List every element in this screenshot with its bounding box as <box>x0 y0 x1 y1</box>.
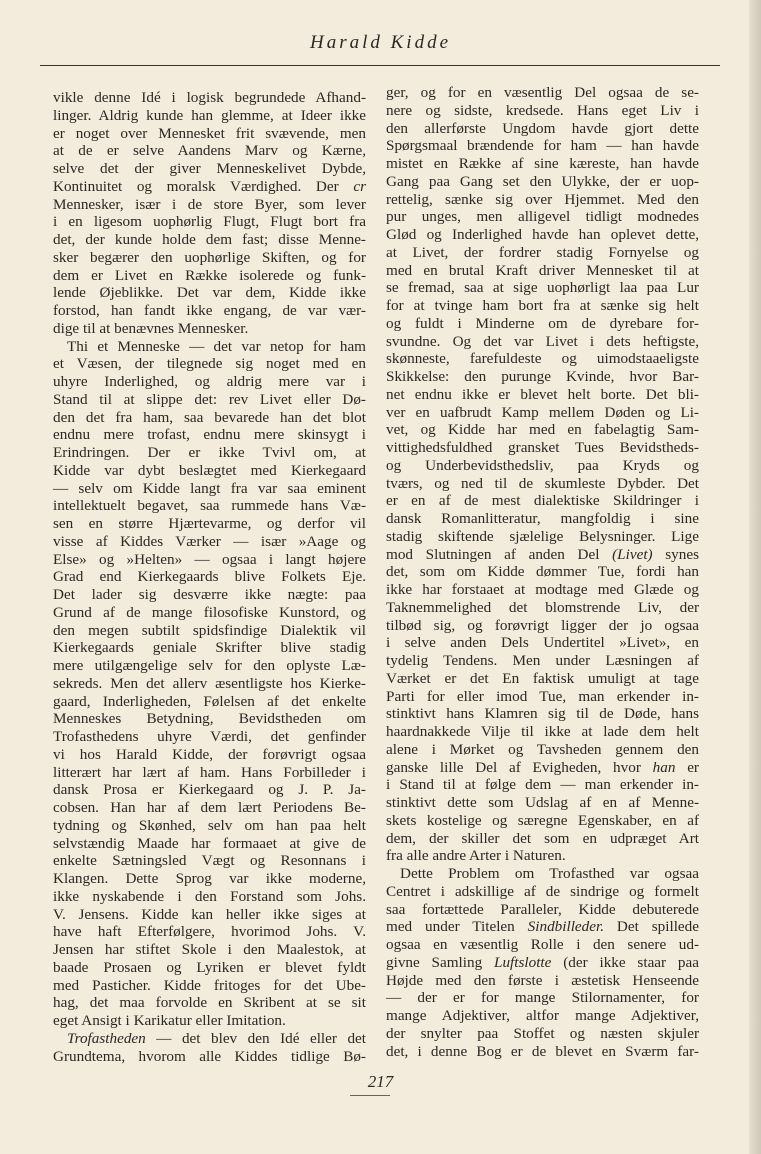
text-segment: stinktivt hans Klamren sig til de Døde, hans <box>386 705 699 723</box>
text-line <box>386 776 699 794</box>
text-line <box>53 409 366 427</box>
text-segment: sekreds. Men det allerv æsentligste hos Kierke- <box>53 674 366 692</box>
text-line <box>386 972 699 990</box>
text-segment: svundne. Og det var Livet i dets heftigste, <box>386 332 699 350</box>
text-line <box>53 923 366 941</box>
text-line <box>386 421 699 439</box>
text-segment: et Væsen, der tilegnede sig noget med en <box>53 355 366 373</box>
text-line <box>386 830 699 848</box>
text-segment: Glød og Inderlighed havde han oplevet dette, <box>386 226 699 243</box>
text-line <box>386 901 699 919</box>
text-segment: Thi et Menneske — det var netop for ham <box>67 337 366 355</box>
text-line <box>386 315 699 333</box>
text-line <box>53 657 366 675</box>
text-line <box>53 89 366 107</box>
text-segment: forstod, han fandt ikke engang, de var vær- <box>53 302 366 319</box>
text-segment: enkelte Sætningsled Vægt og Resonnans i <box>53 852 366 870</box>
text-line <box>53 551 366 569</box>
text-segment: det, som om Kidde dømmer Tue, fordi han <box>386 563 699 581</box>
text-line <box>53 1048 366 1066</box>
text-line <box>53 622 366 640</box>
text-segment: sen en større Hjærtevarme, og derfor vil <box>53 515 366 532</box>
text-segment: baade Prosaen og Lyriken er blevet fyldt <box>53 958 366 976</box>
text-line <box>53 249 366 267</box>
text-line <box>386 475 699 493</box>
text-line <box>53 533 366 551</box>
italic-text-segment: Luftslotte <box>494 953 552 971</box>
text-line <box>386 918 699 936</box>
text-line <box>53 515 366 533</box>
text-line <box>386 262 699 280</box>
text-segment: mere utilgængelige selv for den oplyste Læ- <box>53 657 366 674</box>
text-segment: linger. Aldrig kunde han glemme, at Ideer ikke <box>53 106 366 124</box>
text-line <box>386 688 699 706</box>
italic-text-segment: cr <box>353 177 366 195</box>
text-line <box>53 959 366 977</box>
text-line <box>53 906 366 924</box>
left-column <box>53 89 366 1065</box>
text-segment: Klangen. Dette Sprog var ikke moderne, <box>53 870 366 887</box>
text-line <box>53 391 366 409</box>
text-segment: i Stand til at følge dem — man erkender in- <box>386 776 699 794</box>
text-line <box>386 741 699 759</box>
text-segment: hag, det maa forvolde en Skribent at se sit <box>53 994 366 1012</box>
text-line <box>53 196 366 214</box>
text-segment: — selv om Kidde langt fra var saa eminent <box>53 479 366 497</box>
text-line <box>386 989 699 1007</box>
text-segment: dansk Romanlitteratur, mangfoldig i sine <box>386 510 699 527</box>
text-segment: Højde med den første i æstetisk Henseende <box>386 971 699 989</box>
text-segment: alene i Mørket og Tavsheden gennem den <box>386 740 699 758</box>
text-segment: er en af de mest dialektiske Skildringer i <box>386 492 699 510</box>
text-line <box>386 563 699 581</box>
text-segment: vi hos Harald Kidde, der forøvrigt ogsaa <box>53 745 366 763</box>
text-line <box>53 160 366 178</box>
text-segment: ver en uafbrudt Kamp mellem Døden og Li- <box>386 403 699 421</box>
text-line <box>386 528 699 546</box>
text-segment: Grundtema, hvorom alle Kiddes tidlige Bø- <box>53 1047 366 1065</box>
text-segment: lende Øjeblikke. Det var dem, Kidde ikke <box>53 284 366 302</box>
right-column <box>386 84 699 1060</box>
text-line <box>386 492 699 510</box>
text-segment: tydning og Skønhed, selv om han paa helt <box>53 816 366 834</box>
text-segment: Gang paa Gang set den Ulykke, der er uop- <box>386 172 699 190</box>
text-line <box>386 279 699 297</box>
text-segment: tilbød sig, og forøvrigt ligger der jo ogsaa <box>386 616 699 634</box>
text-segment: ogsaa en væsentlig Rolle i den senere ud- <box>386 936 699 953</box>
text-line <box>386 297 699 315</box>
text-segment: det, der kunde holde dem fast; disse Menne- <box>53 231 366 248</box>
text-segment: at Livet, der fordrer stadig Fornyelse og <box>386 243 699 261</box>
text-segment: og Underbevidsthedsliv, paa Kryds og <box>386 456 699 474</box>
text-segment: eget Ansigt i Karikatur eller Imitation. <box>53 1012 286 1029</box>
text-segment: skønneste, farefuldeste og uimodstaaeligste <box>386 350 699 368</box>
text-segment: net endnu ikke er blevet helt borte. Det bli- <box>386 385 699 403</box>
text-segment: Menneskes Betydning, Bevidstheden om <box>53 710 366 728</box>
text-segment: tydelig Tendens. Men under Læsningen af <box>386 652 699 669</box>
text-segment: og fuldt i Minderne om de dyrebare for- <box>386 314 699 332</box>
text-segment: er noget over Mennesket frit svævende, men <box>53 124 366 142</box>
text-segment: i en ligesom uophørlig Flugt, Flugt bort fra <box>53 213 366 231</box>
text-segment: ger, og for en væsentlig Del ogsaa de se- <box>386 84 699 101</box>
text-line <box>53 444 366 462</box>
text-line <box>386 1007 699 1025</box>
text-segment: Dette Problem om Trofasthed var ogsaa <box>400 865 699 882</box>
text-segment: Stand til at slippe det: rev Livet eller Dø- <box>53 390 366 408</box>
text-line <box>53 852 366 870</box>
text-line <box>386 634 699 652</box>
text-line <box>386 883 699 901</box>
text-line <box>386 120 699 138</box>
text-segment: have haft Efterfølgere, hvorimod Johs. V. <box>53 923 366 941</box>
text-line <box>53 462 366 480</box>
text-segment: Det spillede <box>604 918 699 936</box>
text-line <box>53 675 366 693</box>
text-segment: med en brutal Kraft driver Mennesket til at <box>386 261 699 279</box>
text-line <box>386 1043 699 1061</box>
text-segment: det, i denne Bog er de blevet en Sværm far- <box>386 1042 699 1060</box>
text-line <box>53 213 366 231</box>
italic-text-segment: (Livet) <box>612 545 653 563</box>
text-line <box>53 355 366 373</box>
text-segment: tværs, og ned til de skumleste Dybder. Det <box>386 474 699 492</box>
text-line <box>386 208 699 226</box>
text-segment: Grund af de mange filosofiske Kunstord, og <box>53 603 366 621</box>
text-segment: i selve anden Dels Undertitel »Livet», en <box>386 634 699 652</box>
text-segment: Kierkegaards geniale Skrifter blive stadig <box>53 639 366 657</box>
text-line <box>53 746 366 764</box>
text-line <box>386 137 699 155</box>
italic-text-segment: han <box>652 758 676 776</box>
text-line <box>386 670 699 688</box>
text-line <box>53 178 366 196</box>
text-line <box>386 652 699 670</box>
text-line <box>53 1012 366 1030</box>
text-line <box>53 781 366 799</box>
text-line <box>386 723 699 741</box>
text-line <box>386 173 699 191</box>
text-line <box>386 705 699 723</box>
text-segment: Grad end Kierkegaards blive Folkets Eje. <box>53 568 366 586</box>
text-line <box>53 426 366 444</box>
page-edge <box>749 0 761 1154</box>
text-segment: cobsen. Han har af dem lært Periodens Be- <box>53 799 366 816</box>
text-line <box>53 1030 366 1048</box>
text-line <box>53 107 366 125</box>
text-segment: visse af Kiddes Værker — især »Aage og <box>53 532 366 550</box>
text-segment: Kidde var dybt beslægtet med Kierkegaard <box>53 461 366 479</box>
text-line <box>386 759 699 777</box>
text-segment: med under Titelen <box>386 918 528 936</box>
text-line <box>386 617 699 635</box>
text-line <box>53 568 366 586</box>
text-line <box>386 546 699 564</box>
text-line <box>53 604 366 622</box>
text-line <box>386 244 699 262</box>
text-line <box>386 386 699 404</box>
text-line <box>386 581 699 599</box>
text-segment: Centret i adskillige af de sindrige og formelt <box>386 882 699 900</box>
text-line <box>386 599 699 617</box>
text-line <box>386 333 699 351</box>
text-line <box>386 102 699 120</box>
text-line <box>53 142 366 160</box>
text-segment: nere og sidste, kredsede. Hans eget Liv i <box>386 101 699 119</box>
text-segment: Else» og »Helten» — ogsaa i langt højere <box>53 550 366 568</box>
text-segment: Værket er det En faktisk umuligt at tage <box>386 669 699 687</box>
text-segment: Skikkelse: den purunge Kvinde, hvor Bar- <box>386 368 699 385</box>
text-segment: V. Jensens. Kidde kan heller ikke siges at <box>53 905 366 923</box>
text-segment: fra alle andre Arter i Naturen. <box>386 847 566 865</box>
text-line <box>53 125 366 143</box>
page-number: 217 <box>367 1072 394 1091</box>
text-line <box>53 817 366 835</box>
text-line <box>386 812 699 830</box>
text-segment: intellektuelt begavet, saa rummede hans Væ- <box>53 497 366 515</box>
text-line <box>386 936 699 954</box>
text-line <box>53 302 366 320</box>
text-line <box>53 480 366 498</box>
text-segment: vet, og Kidde har med en fabelagtig Sam- <box>386 421 699 439</box>
text-segment: ikke nyskabende i den Forstand som Johs. <box>53 887 366 905</box>
text-line <box>386 865 699 883</box>
text-segment: — det blev den Idé eller det <box>145 1029 366 1047</box>
text-segment: selvstændig Maade har formaaet at give de <box>53 834 366 852</box>
text-line <box>386 350 699 368</box>
text-line <box>386 439 699 457</box>
text-line <box>53 764 366 782</box>
text-line <box>386 1025 699 1043</box>
text-segment: ikke har forstaaet at modtage med Glæde og <box>386 581 699 598</box>
text-line <box>53 728 366 746</box>
text-line <box>386 794 699 812</box>
text-segment: at de er selve Aandens Marv og Kærne, <box>53 142 366 160</box>
text-line <box>53 870 366 888</box>
text-line <box>386 191 699 209</box>
text-segment: skets kostelige og særegne Egenskaber, en af <box>386 811 699 829</box>
header-rule <box>40 65 720 66</box>
text-segment: den allerførste Ungdom havde gjort dette <box>386 119 699 137</box>
text-line <box>53 941 366 959</box>
text-segment: synes <box>652 545 700 563</box>
text-segment: mod Slutningen af anden Del <box>386 545 613 563</box>
text-segment: saa fortættede Paralleler, Kidde debuterede <box>386 900 699 918</box>
text-segment: sker begærer den uophørlige Skiften, og for <box>53 248 366 266</box>
running-header: Harald Kidde <box>309 32 452 53</box>
text-segment: Kontinuitet og moralsk Værdighed. Der <box>53 177 354 195</box>
text-segment: uhyre Inderlighed, og aldrig mere var i <box>53 373 366 390</box>
text-segment: med Pasticher. Kidde fritoges for det Ube- <box>53 976 366 994</box>
text-segment: litterært har lært af ham. Hans Forbilleder i <box>53 763 366 781</box>
text-segment: selve det der giver Menneskelivet Dybde, <box>53 160 366 177</box>
text-segment: dansk Prosa er Kierkegaard og J. P. Ja- <box>53 781 366 799</box>
text-segment: vittighedsfuldhed gransket Tues Bevidstheds- <box>386 439 699 456</box>
text-segment: Jensen har stiftet Skole i den Maalestok, at <box>53 941 366 958</box>
text-segment: mistet en Række af sine kæreste, han havde <box>386 155 699 172</box>
text-line <box>386 510 699 528</box>
text-line <box>53 284 366 302</box>
text-line <box>53 497 366 515</box>
text-segment: den megen subtilt spidsfindige Dialektik vil <box>53 621 366 639</box>
text-line <box>386 226 699 244</box>
italic-text-segment: Trofastheden <box>67 1029 146 1047</box>
text-line <box>386 368 699 386</box>
text-segment: se fremad, saa at sige uophørligt laa paa Lur <box>386 279 699 297</box>
text-segment: Mennesker, især i de store Byer, som lever <box>53 195 366 213</box>
text-segment: haardnakkede Vilje til ikke at lade dem helt <box>386 723 699 740</box>
text-line <box>53 320 366 338</box>
text-segment: Parti for eller imod Tue, man erkender in- <box>386 687 699 705</box>
text-line <box>386 954 699 972</box>
text-segment: vikle denne Idé i logisk begrundede Afhand- <box>53 89 366 106</box>
text-segment: ganske lille Del af Evigheden, hvor <box>386 758 653 776</box>
text-line <box>53 639 366 657</box>
text-segment: dem, der skiller det som en udpræget Art <box>386 829 699 847</box>
text-line <box>53 710 366 728</box>
text-segment: er <box>675 758 699 776</box>
text-line <box>53 267 366 285</box>
text-segment: gaard, Inderligheden, Følelsen af det enkelte <box>53 692 366 710</box>
text-segment: givne Samling <box>386 953 494 971</box>
text-segment: Trofasthedens uhyre Værdi, det genfinder <box>53 728 366 745</box>
text-segment: stinktivt dette som Udslag af en af Menne- <box>386 794 699 811</box>
text-line <box>53 586 366 604</box>
text-segment: der snylter paa Stoffet og næsten skjuler <box>386 1024 699 1042</box>
text-segment: Erindringen. Der er ikke Tvivl om, at <box>53 444 366 461</box>
text-segment: Taknemmelighed det blomstrende Liv, der <box>386 598 699 616</box>
text-segment: Det lader sig desværre ikke nægte: paa <box>53 586 366 603</box>
text-segment: dem er Livet en Række isolerede og funk- <box>53 266 366 284</box>
text-line <box>53 231 366 249</box>
text-line <box>386 155 699 173</box>
italic-text-segment: Sindbilleder. <box>527 918 605 936</box>
page-number-rule <box>350 1095 390 1096</box>
text-line <box>386 404 699 422</box>
text-line <box>53 888 366 906</box>
text-segment: Spørgsmaal brændende for ham — han havde <box>386 137 699 155</box>
text-line <box>53 799 366 817</box>
text-segment: dige til at benævnes Mennesker. <box>53 319 249 337</box>
text-line <box>53 835 366 853</box>
text-line <box>53 977 366 995</box>
text-line <box>53 693 366 711</box>
text-line <box>386 457 699 475</box>
text-segment: rettelig, sænke sig over Hjemmet. Med den <box>386 190 699 208</box>
text-line <box>53 994 366 1012</box>
text-segment: endnu mere trofast, endnu mere skinsygt i <box>53 426 366 444</box>
text-segment: stadig skiftende sjælelige Belysninger. Lige <box>386 527 699 545</box>
text-line <box>53 373 366 391</box>
text-segment: for at tvinge ham bort fra at sænke sig helt <box>386 297 699 314</box>
text-segment: pur unges, men alligevel tidligt modnedes <box>386 208 699 226</box>
text-segment: mange Adjektiver, altfor mange Adjektiver, <box>386 1007 699 1024</box>
text-line <box>53 338 366 356</box>
text-segment: den det fra ham, saa bevarede han det blot <box>53 408 366 426</box>
text-line <box>386 847 699 865</box>
text-segment: (der ikke staar paa <box>551 953 699 971</box>
text-line <box>386 84 699 102</box>
text-segment: — der er for mange Stilornamenter, for <box>386 989 699 1007</box>
